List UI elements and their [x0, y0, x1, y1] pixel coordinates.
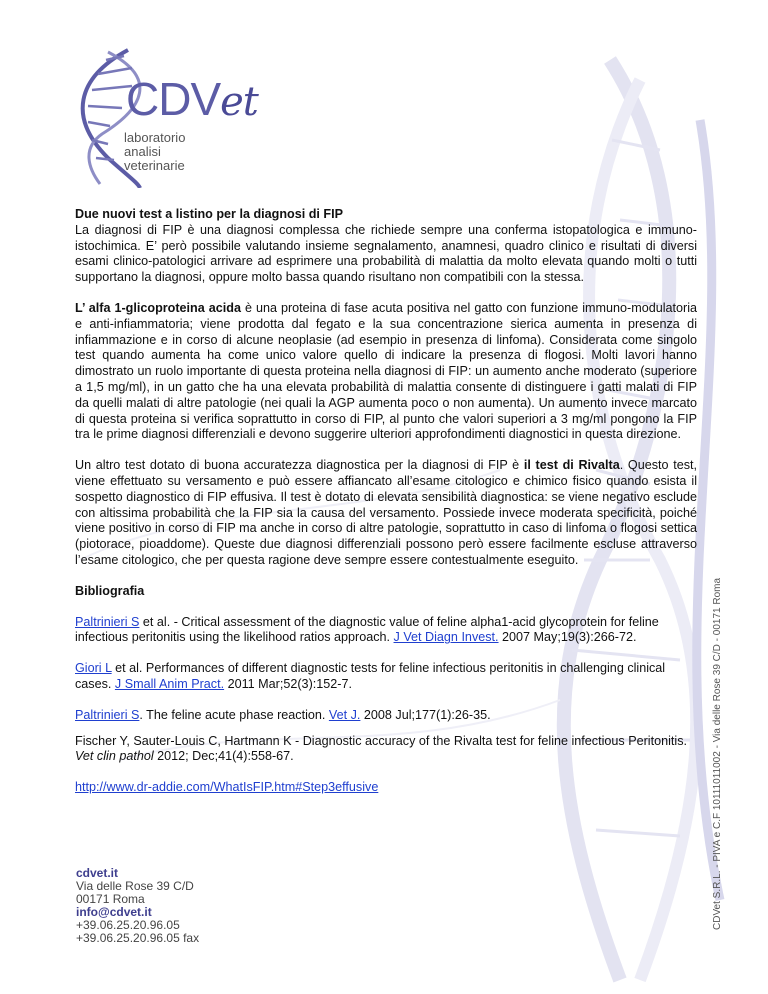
reference-author-link[interactable]: Paltrinieri S [75, 707, 140, 722]
reference-journal-link[interactable]: J Small Anim Pract. [114, 676, 225, 691]
footer-phone: +39.06.25.20.96.05 [76, 918, 180, 932]
footer-email[interactable]: info@cdvet.it [76, 905, 152, 919]
reference-author-link[interactable]: Paltrinieri S [75, 614, 140, 629]
footer-address: Via delle Rose 39 C/D [76, 879, 194, 893]
reference-1: Paltrinieri S et al. - Critical assessment of the diagnostic value of feline alpha1-acid glycoprotein for feline infectious peritonitis using the likelihood ratios approach. J Vet Diagn Invest. 2007 May;19(3):266-72. [75, 614, 659, 645]
rivalta-paragraph: Un altro test dotato di buona accuratezza diagnostica per la diagnosi di FIP è il test di Rivalta. Questo test, viene effettuato su versamento e può essere affiancato all’esame citologico e chimico fisico quando esista il sospetto diagnostico di FIP effusiva. Il test è dotato di elevata sensibilità diagnostica: se viene negativo esclude con altissima probabilità che la FIP sia la causa del versamento. Possiede invece moderata specificità, poiché viene positivo in corso di FIP ma anche in corso di altre patologie, soprattutto in caso di linfoma o flogosi settica (piotorace, pioaddome). Queste due diagnosi differenziali possono però essere facilmente escluse attraverso l’esame citologico, che per questa ragione deve sempre essere contestualmente eseguito. [75, 458, 697, 567]
company-info-vertical: CDVet S.R.L. - PIVA e C.F 10111011002 - Via delle Rose 39 C/D - 00171 Roma [712, 577, 723, 930]
footer-site[interactable]: cdvet.it [76, 866, 119, 880]
footer-fax: +39.06.25.20.96.05 fax [76, 931, 200, 945]
agp-paragraph: L’ alfa 1-glicoproteina acida è una proteina di fase acuta positiva nel gatto con funzione immuno-modulatoria e anti-infiammatoria; viene prodotta dal fegato e la sua concentrazione sierica aumenta in presenza di infiammazione e in corso di alcune neoplasie (ad esempio in presenza di linfoma). Considerata come singolo test quando aumenta ha come unico valore quello di indicare la presenza di flogosi. Molti lavori hanno dimostrato un ruolo importante di questa proteina nella diagnosi di FIP: un aumento anche moderato (superiore a 1,5 mg/ml), in un gatto che ha una elevata probabilità di malattia consente di distinguere i gatti malati di FIP da quelli malati di altre patologie (nei quali la AGP aumenta poco o non aumenta). Un aumento invece marcato di questa proteina si verifica soprattutto in corso di FIP, al punto che valori superiori a 3 mg/ml pongono la FIP tra le prime diagnosi differenziali e devono suggerire ulteriori approfondimenti diagnostici in questa direzione. [75, 300, 698, 442]
reference-journal-link[interactable]: J Vet Diagn Invest. [393, 630, 499, 645]
intro-paragraph: La diagnosi di FIP è una diagnosi complessa che richiede sempre una conferma istopatologica e immuno-istochimica. E’ però possibile valutando insieme segnalamento, anamnesi, quadro clinico e risultati di diversi esami clinico-patologici arrivare ad esprimere una probabilità di malattia da molto elevata quando molti o tutti supportano la diagnosi, oppure molto bassa quando risultano non compatibili con la stessa. [75, 222, 697, 285]
logo-subtitle: laboratorio analisi veterinarie [124, 130, 186, 173]
bibliography-heading: Bibliografia [75, 583, 145, 598]
footer-city: 00171 Roma [76, 892, 145, 906]
reference-author-link[interactable]: Giori L [75, 661, 112, 676]
reference-4: Fischer Y, Sauter-Louis C, Hartmann K - Diagnostic accuracy of the Rivalta test for feline infectious Peritonitis. Vet clin pathol 2012; Dec;41(4):558-67. [75, 733, 688, 764]
article-body [75, 207, 697, 796]
cdvet-logo [48, 38, 268, 188]
reference-2: Giori L et al. Performances of different diagnostic tests for feline infectious peritonitis in challenging clinical cases. J Small Anim Pract. 2011 Mar;52(3):152-7. [75, 661, 666, 691]
reference-journal-link[interactable]: Vet J. [328, 707, 361, 722]
reference-3: Paltrinieri S. The feline acute phase reaction. Vet J. 2008 Jul;177(1):26-35. [75, 707, 491, 722]
logo-wordmark: CDVet [126, 73, 258, 125]
footer-contacts [76, 867, 199, 945]
fip-info-link[interactable]: http://www.dr-addie.com/WhatIsFIP.htm#Step3effusive [75, 780, 379, 795]
reference-link-row [75, 780, 697, 796]
article-title: Due nuovi test a listino per la diagnosi di FIP [75, 207, 344, 221]
